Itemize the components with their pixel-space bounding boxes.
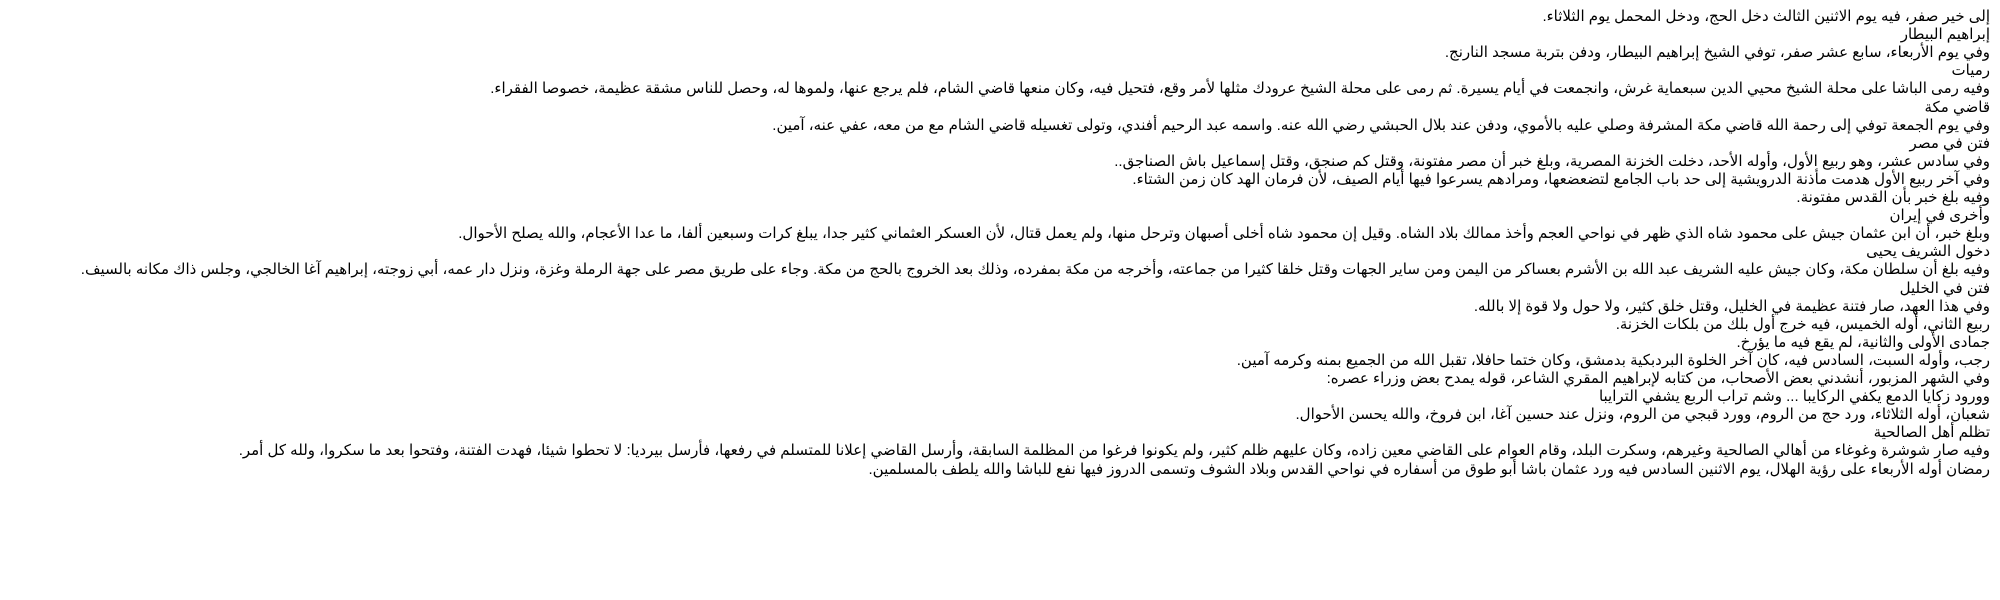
text-line: وفي يوم الأربعاء، سابع عشر صفر، توفي الشيخ إبراهيم البيطار، ودفن بتربة مسجد النارنج.	[1444, 44, 1990, 62]
text-line: ربيع الثاني، أوله الخميس، فيه خرج أول بلك من بلكات الخزنة.	[1615, 315, 1990, 333]
text-line: وفيه بلغ خبر بأن القدس مفتونة.	[1796, 189, 1990, 206]
text-line: وفيه رمى الباشا على محلة الشيخ محيي الدين سبعماية غرش، وانجمعت في أيام يسيرة. ثم رمى على محلة الشيخ عرودك مثلها لأمر وقع، فتحيل فيه، وكان منعها قاضي الشام، فلم يرجع عنها، ولموها له، وحصل للناس مشقة عظيمة، خصوصا الفقراء.	[490, 80, 1990, 98]
text-line: قاضي مكة	[1924, 98, 1990, 116]
text-line: وورود زكايا الدمع يكفي الركايبا ... وشم تراب الربع يشفي الترايبا	[1598, 388, 1990, 406]
text-line: وفي الشهر المزبور، أنشدني بعض الأصحاب، من كتابه لإبراهيم المقري الشاعر، قوله يمدح بعض وزراء عصره:	[1326, 370, 1990, 387]
text-line: فتن في الخليل	[1899, 279, 1990, 297]
text-line: شعبان، أوله الثلاثاء، ورد حج من الروم، وورد قبجي من الروم، ونزل عند حسين آغا، ابن فروخ، والله يحسن الأحوال.	[1295, 406, 1990, 424]
text-line: وفي هذا العهد، صار فتنة عظيمة في الخليل، وقتل خلق كثير، ولا حول ولا قوة إلا بالله.	[1473, 297, 1990, 315]
text-line: تظلم أهل الصالحية	[1873, 424, 1990, 442]
text-line: رميات	[1951, 62, 1990, 80]
text-line: إلى خير صفر، فيه يوم الاثنين الثالث دخل الحج، ودخل المحمل يوم الثلاثاء.	[1542, 8, 1990, 25]
text-line: إبراهيم البيطار	[1900, 26, 1990, 44]
text-line: وفيه صار شوشرة وغوغاء من أهالي الصالحية وغيرهم، وسكرت البلد، وقام العوام على القاضي معين زاده، وكان عليهم ظلم كثير، ولم يكونوا فرغوا من المظلمة السابقة، وأرسل القاضي إعلانا للمتسلم في رفعها، فأرسل بيرديا: لا تحطوا شيئا، فهدت الفتنة، وفتحوا بعد ما سكروا، ولله كل أمر.	[238, 442, 1990, 460]
text-line: جمادى الأولى والثانية، لم يقع فيه ما يؤرخ.	[1736, 333, 1990, 351]
text-line: دخول الشريف يحيى	[1866, 243, 1990, 261]
text-line: رجب، وأوله السبت، السادس فيه، كان آخر الخلوة البردبكية بدمشق، وكان ختما حافلا، تقبل الله من الجميع بمنه وكرمه آمين.	[1236, 351, 1990, 369]
text-line: فتن في مصر	[1909, 134, 1990, 152]
text-line: وفيه بلغ أن سلطان مكة، وكان جيش عليه الشريف عبد الله بن الأشرم بعساكر من اليمن ومن ساير الجهات وقتل خلقا كثيرا من جماعته، وأخرجه من مكة بمفرده، وذلك بعد الخروج بالحج من مكة. وجاء على طريق مصر على جهة الرملة وغزة، ونزل دار عمه، أبي زوجته، إبراهيم آغا الخالجي، وجلس ذاك مكانه بالسيف.	[80, 261, 1990, 279]
text-line: وفي سادس عشر، وهو ربيع الأول، وأوله الأحد، دخلت الخزنة المصرية، وبلغ خبر أن مصر مفتونة، وقتل كم صنجق، وقتل إسماعيل باش الصناجق..	[1114, 152, 1990, 170]
text-line: وفي آخر ربيع الأول هدمت مأذنة الدرويشية إلى حد باب الجامع لتضعضعها، ومرادهم يسرعوا فيها أيام الصيف، لأن فرمان الهد كان زمن الشتاء.	[1132, 170, 1990, 188]
text-line: رمضان أوله الأربعاء على رؤية الهلال، يوم الاثنين السادس فيه ورد عثمان باشا أبو طوق من أسفاره في نواحي القدس وبلاد الشوف وتسمى الدروز فيها نفع للباشا والله يلطف بالمسلمين.	[868, 460, 1990, 478]
text-line: وفي يوم الجمعة توفي إلى رحمة الله قاضي مكة المشرفة وصلي عليه بالأموي، ودفن عند بلال الحبشي رضي الله عنه. واسمه عبد الرحيم أفندي، وتولى تغسيله قاضي الشام مع من معه، عفي عنه، آمين.	[772, 116, 1990, 134]
text-line: وأخرى في إيران	[1889, 207, 1990, 225]
text-line: وبلغ خبر، أن ابن عثمان جيش على محمود شاه الذي ظهر في نواحي العجم وأخذ ممالك بلاد الشاه. وقيل إن محمود شاه أخلى أصبهان وترحل منها، ولم يعمل قتال، لأن العسكر العثماني كثير جدا، يبلغ كرات وسبعين ألفا، ما عدا الأعجام، والله يصلح الأحوال.	[458, 225, 1990, 243]
